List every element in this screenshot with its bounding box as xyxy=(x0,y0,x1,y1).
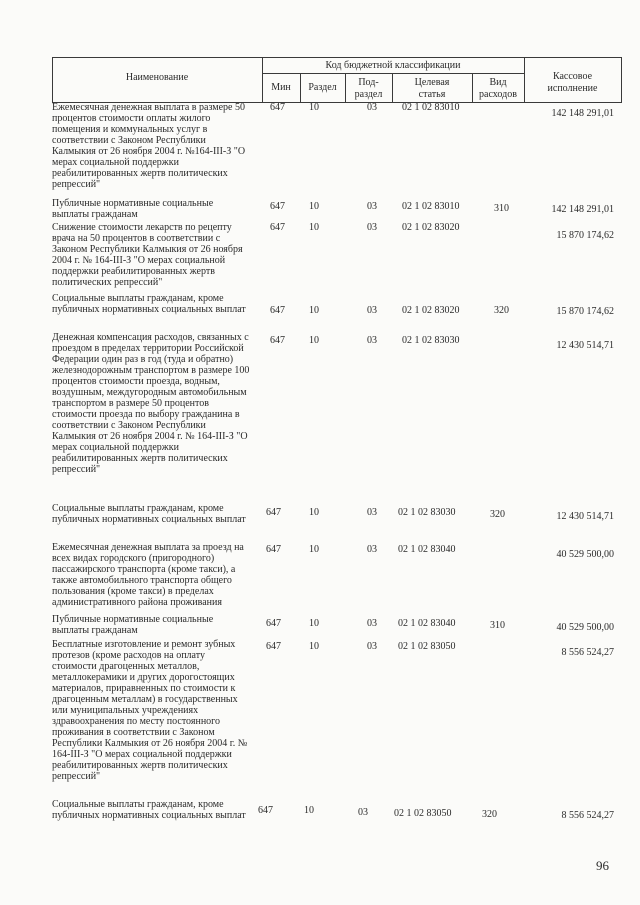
header-mid-border xyxy=(262,73,524,74)
row-sum: 40 529 500,00 xyxy=(556,622,614,633)
row-sum: 12 430 514,71 xyxy=(556,340,614,351)
header-right-border xyxy=(621,57,622,103)
row-min: 647 xyxy=(258,805,273,816)
row-razdel: 10 xyxy=(309,335,319,346)
row-sum: 40 529 500,00 xyxy=(556,549,614,560)
row-razdel: 10 xyxy=(309,618,319,629)
row-podrazdel: 03 xyxy=(367,102,377,113)
header-cel-1: Целевая xyxy=(414,77,450,88)
row-podrazdel: 03 xyxy=(367,201,377,212)
header-razdel: Раздел xyxy=(308,82,337,93)
row-razdel: 10 xyxy=(309,507,319,518)
row-razdel: 10 xyxy=(309,102,319,113)
row-razdel: 10 xyxy=(309,201,319,212)
row-min: 647 xyxy=(266,618,281,629)
header-kass-2: исполнение xyxy=(547,83,598,94)
row-cel: 02 1 02 83050 xyxy=(394,808,452,819)
row-cel: 02 1 02 83010 xyxy=(402,201,460,212)
row-name: Ежемесячная денежная выплата за проезд на всех видах городского (пригородного) пассажирского транспорта (кроме такси), а также автомобильного транспорта общего пользования (кроме такси) в пределах административного района проживания xyxy=(52,542,244,608)
row-razdel: 10 xyxy=(304,805,314,816)
header-cel-2: статья xyxy=(418,89,446,100)
header-podrazdel-1: Под- xyxy=(358,77,379,88)
row-cel: 02 1 02 83020 xyxy=(402,222,460,233)
row-podrazdel: 03 xyxy=(367,618,377,629)
row-vid: 310 xyxy=(490,620,505,631)
row-razdel: 10 xyxy=(309,641,319,652)
row-sum: 8 556 524,27 xyxy=(561,647,614,658)
row-podrazdel: 03 xyxy=(367,222,377,233)
row-sum: 15 870 174,62 xyxy=(556,230,614,241)
row-min: 647 xyxy=(266,641,281,652)
row-name: Социальные выплаты гражданам, кроме публичных нормативных социальных выплат xyxy=(52,503,246,525)
row-sum: 8 556 524,27 xyxy=(561,810,614,821)
header-code-group: Код бюджетной классификации xyxy=(325,60,461,71)
page-number: 96 xyxy=(596,858,609,873)
row-sum: 12 430 514,71 xyxy=(556,511,614,522)
row-min: 647 xyxy=(270,222,285,233)
row-name: Публичные нормативные социальные выплаты гражданам xyxy=(52,198,214,220)
row-sum: 142 148 291,01 xyxy=(551,204,614,215)
row-podrazdel: 03 xyxy=(367,305,377,316)
row-min: 647 xyxy=(270,201,285,212)
row-razdel: 10 xyxy=(309,305,319,316)
row-cel: 02 1 02 83010 xyxy=(402,102,460,113)
row-vid: 320 xyxy=(482,809,497,820)
row-podrazdel: 03 xyxy=(367,544,377,555)
row-name: Социальные выплаты гражданам, кроме публичных нормативных социальных выплат xyxy=(52,799,246,821)
row-vid: 320 xyxy=(494,305,509,316)
header-name: Наименование xyxy=(125,72,189,83)
row-cel: 02 1 02 83040 xyxy=(398,618,456,629)
header-top-border xyxy=(52,57,622,58)
row-min: 647 xyxy=(266,544,281,555)
row-razdel: 10 xyxy=(309,544,319,555)
header-vid-1: Вид xyxy=(489,77,507,88)
row-podrazdel: 03 xyxy=(367,507,377,518)
row-cel: 02 1 02 83040 xyxy=(398,544,456,555)
row-sum: 15 870 174,62 xyxy=(556,306,614,317)
row-name: Социальные выплаты гражданам, кроме публичных нормативных социальных выплат xyxy=(52,293,246,315)
row-podrazdel: 03 xyxy=(367,641,377,652)
row-sum: 142 148 291,01 xyxy=(551,108,614,119)
row-cel: 02 1 02 83020 xyxy=(402,305,460,316)
row-name: Денежная компенсация расходов, связанных с проездом в пределах территории Российской Федерации один раз в год (туда и обратно) железнодорожным транспортом в размере 100 процентов стоимости проезда, водным, воздушным, междугородным автомобильным транспортом в размере 50 процентов стоимости проезда по выбору гражданина в соответствии с Законом Республики Калмыкия от 26 ноября 2004 г. № 164-III-З "О мерах социальной поддержки реабилитированных жертв политических репрессий" xyxy=(52,332,250,475)
row-razdel: 10 xyxy=(309,222,319,233)
row-cel: 02 1 02 83030 xyxy=(398,507,456,518)
row-vid: 320 xyxy=(490,509,505,520)
row-name: Бесплатные изготовление и ремонт зубных протезов (кроме расходов на оплату стоимости драгоценных металлов, металлокерамики и других дорогостоящих материалов, приравненных по стоимости к драгоценным металлам) в государственных или муниципальных учреждениях здравоохранения по месту постоянного проживания в соответствии с Законом Республики Калмыкия от 26 ноября 2004 г. № 164-III-З "О мерах социальной поддержки реабилитированных жертв политических репрессий" xyxy=(52,639,248,782)
row-cel: 02 1 02 83050 xyxy=(398,641,456,652)
header-kass-1: Кассовое xyxy=(552,71,593,82)
row-name: Ежемесячная денежная выплата в размере 50 процентов стоимости оплаты жилого помещения и коммунальных услуг в соответствии с Законом Республики Калмыкия от 26 ноября 2004 г. №164-III-З "О мерах социальной поддержки реабилитированных жертв политических репрессий" xyxy=(52,102,246,190)
row-name: Снижение стоимости лекарств по рецепту врача на 50 процентов в соответствии с Законом Республики Калмыкия от 26 ноября 2004 г. № 164-III-З "О мерах социальной поддержки реабилитированных жертв политических репрессий" xyxy=(52,222,243,288)
header-vid-2: расходов xyxy=(479,89,517,100)
header-min: Мин xyxy=(271,82,291,93)
row-min: 647 xyxy=(270,335,285,346)
row-podrazdel: 03 xyxy=(358,807,368,818)
row-min: 647 xyxy=(270,102,285,113)
row-min: 647 xyxy=(266,507,281,518)
row-vid: 310 xyxy=(494,203,509,214)
row-cel: 02 1 02 83030 xyxy=(402,335,460,346)
row-podrazdel: 03 xyxy=(367,335,377,346)
header-podrazdel-2: раздел xyxy=(354,89,383,100)
row-name: Публичные нормативные социальные выплаты гражданам xyxy=(52,614,214,636)
row-min: 647 xyxy=(270,305,285,316)
